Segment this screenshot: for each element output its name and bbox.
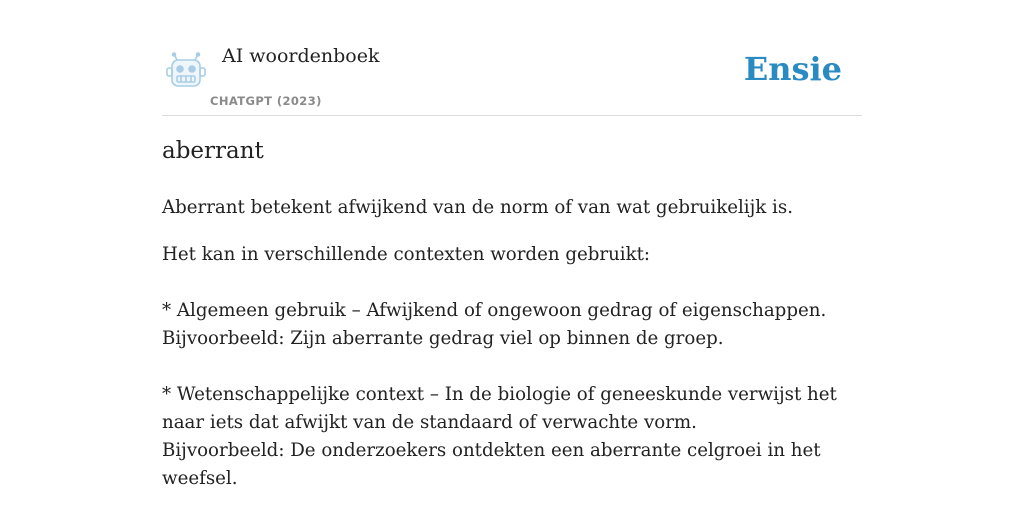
robot-icon	[166, 52, 206, 90]
definition-paragraph: Het kan in verschillende contexten worden gebruikt: * Algemeen gebruik – Afwijkend of ongewoon gedrag of eigenschappen. Bijvoorbeeld: Zijn aberrante gedrag viel op binnen de groep. * Wetenschappelijke context – In de biologie of geneeskunde verwijst het naar iets dat afwijkt van de standaard of verwachte vorm. Bijvoorbeeld: De onderzoekers ontdekten een aberrante celgroei in het weefsel.	[162, 244, 837, 489]
entry-term: aberrant	[162, 138, 264, 164]
source-header	[162, 0, 862, 116]
definition-paragraph: Aberrant betekent afwijkend van de norm of van wat gebruikelijk is.	[162, 197, 793, 218]
entry-definition	[162, 194, 862, 493]
page-container	[162, 0, 862, 489]
source-title[interactable]: AI woordenboek	[222, 45, 380, 67]
source-subtitle: CHATGPT (2023)	[210, 94, 322, 108]
ensie-logo[interactable]: Ensie	[743, 50, 842, 88]
